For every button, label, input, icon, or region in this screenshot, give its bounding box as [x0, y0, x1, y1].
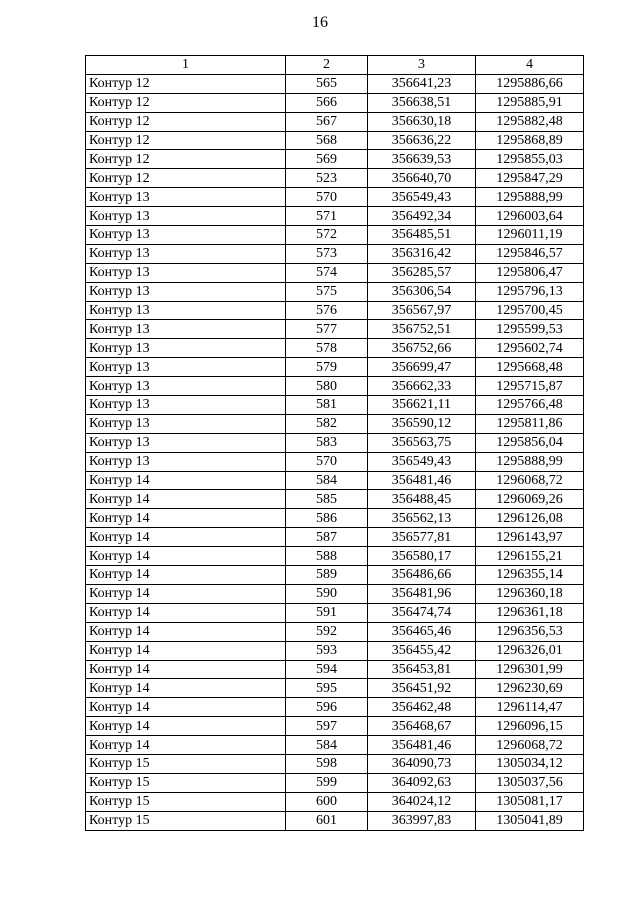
contour-name-cell: Контур 15 — [86, 811, 286, 830]
table-row — [86, 188, 584, 207]
y-coordinate-cell: 1295888,99 — [476, 452, 584, 471]
y-coordinate-cell: 1296143,97 — [476, 528, 584, 547]
table-row — [86, 320, 584, 339]
contour-name-cell: Контур 14 — [86, 584, 286, 603]
table-row — [86, 509, 584, 528]
y-coordinate-cell: 1295668,48 — [476, 358, 584, 377]
y-coordinate-cell: 1296096,15 — [476, 717, 584, 736]
table-row — [86, 736, 584, 755]
contour-name-cell: Контур 14 — [86, 471, 286, 490]
table-header-row — [86, 56, 584, 75]
point-number-cell: 583 — [286, 433, 368, 452]
x-coordinate-cell: 356453,81 — [368, 660, 476, 679]
contour-name-cell: Контур 15 — [86, 773, 286, 792]
y-coordinate-cell: 1296230,69 — [476, 679, 584, 698]
point-number-cell: 576 — [286, 301, 368, 320]
table-row — [86, 150, 584, 169]
contour-name-cell: Контур 12 — [86, 131, 286, 150]
point-number-cell: 572 — [286, 226, 368, 245]
point-number-cell: 585 — [286, 490, 368, 509]
table-row — [86, 490, 584, 509]
point-number-cell: 574 — [286, 263, 368, 282]
x-coordinate-cell: 356563,75 — [368, 433, 476, 452]
point-number-cell: 575 — [286, 282, 368, 301]
point-number-cell: 593 — [286, 641, 368, 660]
contour-name-cell: Контур 14 — [86, 622, 286, 641]
x-coordinate-cell: 356451,92 — [368, 679, 476, 698]
table-row — [86, 584, 584, 603]
x-coordinate-cell: 356580,17 — [368, 547, 476, 566]
table-row — [86, 641, 584, 660]
x-coordinate-cell: 364092,63 — [368, 773, 476, 792]
point-number-cell: 601 — [286, 811, 368, 830]
contour-name-cell: Контур 14 — [86, 641, 286, 660]
column-header: 2 — [286, 56, 368, 75]
contour-name-cell: Контур 13 — [86, 226, 286, 245]
table-row — [86, 566, 584, 585]
x-coordinate-cell: 356316,42 — [368, 244, 476, 263]
contour-name-cell: Контур 14 — [86, 660, 286, 679]
table-row — [86, 263, 584, 282]
y-coordinate-cell: 1305041,89 — [476, 811, 584, 830]
point-number-cell: 600 — [286, 792, 368, 811]
x-coordinate-cell: 356641,23 — [368, 74, 476, 93]
point-number-cell: 591 — [286, 603, 368, 622]
point-number-cell: 569 — [286, 150, 368, 169]
table-body — [86, 74, 584, 830]
contour-name-cell: Контур 14 — [86, 736, 286, 755]
y-coordinate-cell: 1296355,14 — [476, 566, 584, 585]
page-number: 16 — [312, 14, 328, 31]
table-row — [86, 358, 584, 377]
y-coordinate-cell: 1305081,17 — [476, 792, 584, 811]
y-coordinate-cell: 1295806,47 — [476, 263, 584, 282]
table-row — [86, 547, 584, 566]
table-row — [86, 301, 584, 320]
table-row — [86, 282, 584, 301]
table-row — [86, 244, 584, 263]
point-number-cell: 584 — [286, 471, 368, 490]
table-row — [86, 528, 584, 547]
contour-name-cell: Контур 13 — [86, 377, 286, 396]
y-coordinate-cell: 1295599,53 — [476, 320, 584, 339]
x-coordinate-cell: 356481,46 — [368, 471, 476, 490]
column-header: 4 — [476, 56, 584, 75]
y-coordinate-cell: 1296301,99 — [476, 660, 584, 679]
y-coordinate-cell: 1296068,72 — [476, 736, 584, 755]
y-coordinate-cell: 1296360,18 — [476, 584, 584, 603]
table-row — [86, 622, 584, 641]
point-number-cell: 570 — [286, 452, 368, 471]
contour-name-cell: Контур 14 — [86, 547, 286, 566]
contour-name-cell: Контур 13 — [86, 452, 286, 471]
contour-name-cell: Контур 13 — [86, 188, 286, 207]
point-number-cell: 581 — [286, 396, 368, 415]
x-coordinate-cell: 356285,57 — [368, 263, 476, 282]
x-coordinate-cell: 356639,53 — [368, 150, 476, 169]
table-row — [86, 452, 584, 471]
y-coordinate-cell: 1296361,18 — [476, 603, 584, 622]
coordinates-table — [85, 55, 584, 831]
x-coordinate-cell: 356549,43 — [368, 452, 476, 471]
x-coordinate-cell: 364090,73 — [368, 754, 476, 773]
x-coordinate-cell: 356306,54 — [368, 282, 476, 301]
contour-name-cell: Контур 12 — [86, 112, 286, 131]
table-row — [86, 792, 584, 811]
contour-name-cell: Контур 15 — [86, 792, 286, 811]
point-number-cell: 570 — [286, 188, 368, 207]
column-header: 3 — [368, 56, 476, 75]
y-coordinate-cell: 1295888,99 — [476, 188, 584, 207]
contour-name-cell: Контур 13 — [86, 358, 286, 377]
point-number-cell: 566 — [286, 93, 368, 112]
point-number-cell: 580 — [286, 377, 368, 396]
x-coordinate-cell: 356752,66 — [368, 339, 476, 358]
point-number-cell: 599 — [286, 773, 368, 792]
table-row — [86, 339, 584, 358]
point-number-cell: 598 — [286, 754, 368, 773]
point-number-cell: 588 — [286, 547, 368, 566]
contour-name-cell: Контур 13 — [86, 433, 286, 452]
table-row — [86, 698, 584, 717]
table-row — [86, 74, 584, 93]
x-coordinate-cell: 356636,22 — [368, 131, 476, 150]
x-coordinate-cell: 356481,46 — [368, 736, 476, 755]
table-row — [86, 603, 584, 622]
contour-name-cell: Контур 14 — [86, 528, 286, 547]
point-number-cell: 587 — [286, 528, 368, 547]
point-number-cell: 596 — [286, 698, 368, 717]
point-number-cell: 589 — [286, 566, 368, 585]
contour-name-cell: Контур 13 — [86, 244, 286, 263]
x-coordinate-cell: 356549,43 — [368, 188, 476, 207]
x-coordinate-cell: 356562,13 — [368, 509, 476, 528]
contour-name-cell: Контур 14 — [86, 509, 286, 528]
x-coordinate-cell: 356699,47 — [368, 358, 476, 377]
table-row — [86, 811, 584, 830]
x-coordinate-cell: 356462,48 — [368, 698, 476, 717]
point-number-cell: 567 — [286, 112, 368, 131]
contour-name-cell: Контур 14 — [86, 490, 286, 509]
contour-name-cell: Контур 14 — [86, 698, 286, 717]
point-number-cell: 573 — [286, 244, 368, 263]
y-coordinate-cell: 1295766,48 — [476, 396, 584, 415]
point-number-cell: 582 — [286, 414, 368, 433]
x-coordinate-cell: 356486,66 — [368, 566, 476, 585]
contour-name-cell: Контур 13 — [86, 282, 286, 301]
point-number-cell: 578 — [286, 339, 368, 358]
contour-name-cell: Контур 13 — [86, 396, 286, 415]
x-coordinate-cell: 356752,51 — [368, 320, 476, 339]
table-row — [86, 112, 584, 131]
x-coordinate-cell: 356567,97 — [368, 301, 476, 320]
contour-name-cell: Контур 12 — [86, 169, 286, 188]
x-coordinate-cell: 356455,42 — [368, 641, 476, 660]
y-coordinate-cell: 1296155,21 — [476, 547, 584, 566]
table-row — [86, 717, 584, 736]
y-coordinate-cell: 1295855,03 — [476, 150, 584, 169]
contour-name-cell: Контур 13 — [86, 263, 286, 282]
table-row — [86, 754, 584, 773]
x-coordinate-cell: 356577,81 — [368, 528, 476, 547]
contour-name-cell: Контур 14 — [86, 603, 286, 622]
point-number-cell: 590 — [286, 584, 368, 603]
table-row — [86, 377, 584, 396]
table-row — [86, 433, 584, 452]
point-number-cell: 571 — [286, 207, 368, 226]
table-row — [86, 396, 584, 415]
y-coordinate-cell: 1295602,74 — [476, 339, 584, 358]
x-coordinate-cell: 356640,70 — [368, 169, 476, 188]
y-coordinate-cell: 1295811,86 — [476, 414, 584, 433]
table-row — [86, 131, 584, 150]
x-coordinate-cell: 364024,12 — [368, 792, 476, 811]
point-number-cell: 584 — [286, 736, 368, 755]
contour-name-cell: Контур 15 — [86, 754, 286, 773]
x-coordinate-cell: 356590,12 — [368, 414, 476, 433]
y-coordinate-cell: 1295885,91 — [476, 93, 584, 112]
table-row — [86, 226, 584, 245]
y-coordinate-cell: 1305034,12 — [476, 754, 584, 773]
y-coordinate-cell: 1296126,08 — [476, 509, 584, 528]
y-coordinate-cell: 1295868,89 — [476, 131, 584, 150]
contour-name-cell: Контур 14 — [86, 717, 286, 736]
column-header: 1 — [86, 56, 286, 75]
point-number-cell: 579 — [286, 358, 368, 377]
x-coordinate-cell: 356488,45 — [368, 490, 476, 509]
x-coordinate-cell: 356630,18 — [368, 112, 476, 131]
contour-name-cell: Контур 13 — [86, 320, 286, 339]
contour-name-cell: Контур 13 — [86, 301, 286, 320]
y-coordinate-cell: 1296068,72 — [476, 471, 584, 490]
y-coordinate-cell: 1295847,29 — [476, 169, 584, 188]
contour-name-cell: Контур 12 — [86, 74, 286, 93]
table-row — [86, 93, 584, 112]
contour-name-cell: Контур 14 — [86, 566, 286, 585]
y-coordinate-cell: 1296011,19 — [476, 226, 584, 245]
x-coordinate-cell: 356662,33 — [368, 377, 476, 396]
y-coordinate-cell: 1296356,53 — [476, 622, 584, 641]
contour-name-cell: Контур 13 — [86, 414, 286, 433]
point-number-cell: 568 — [286, 131, 368, 150]
y-coordinate-cell: 1295700,45 — [476, 301, 584, 320]
x-coordinate-cell: 356474,74 — [368, 603, 476, 622]
contour-name-cell: Контур 12 — [86, 93, 286, 112]
y-coordinate-cell: 1296003,64 — [476, 207, 584, 226]
table-row — [86, 207, 584, 226]
point-number-cell: 597 — [286, 717, 368, 736]
y-coordinate-cell: 1295856,04 — [476, 433, 584, 452]
x-coordinate-cell: 356492,34 — [368, 207, 476, 226]
point-number-cell: 592 — [286, 622, 368, 641]
table-row — [86, 773, 584, 792]
table-row — [86, 679, 584, 698]
point-number-cell: 594 — [286, 660, 368, 679]
contour-name-cell: Контур 13 — [86, 207, 286, 226]
contour-name-cell: Контур 13 — [86, 339, 286, 358]
table-row — [86, 660, 584, 679]
table-row — [86, 471, 584, 490]
x-coordinate-cell: 356638,51 — [368, 93, 476, 112]
contour-name-cell: Контур 14 — [86, 679, 286, 698]
y-coordinate-cell: 1295886,66 — [476, 74, 584, 93]
x-coordinate-cell: 356465,46 — [368, 622, 476, 641]
x-coordinate-cell: 363997,83 — [368, 811, 476, 830]
point-number-cell: 565 — [286, 74, 368, 93]
table-row — [86, 414, 584, 433]
x-coordinate-cell: 356468,67 — [368, 717, 476, 736]
y-coordinate-cell: 1296326,01 — [476, 641, 584, 660]
x-coordinate-cell: 356621,11 — [368, 396, 476, 415]
y-coordinate-cell: 1296069,26 — [476, 490, 584, 509]
contour-name-cell: Контур 12 — [86, 150, 286, 169]
y-coordinate-cell: 1296114,47 — [476, 698, 584, 717]
point-number-cell: 577 — [286, 320, 368, 339]
point-number-cell: 523 — [286, 169, 368, 188]
table-row — [86, 169, 584, 188]
y-coordinate-cell: 1295715,87 — [476, 377, 584, 396]
y-coordinate-cell: 1295882,48 — [476, 112, 584, 131]
point-number-cell: 595 — [286, 679, 368, 698]
y-coordinate-cell: 1305037,56 — [476, 773, 584, 792]
point-number-cell: 586 — [286, 509, 368, 528]
x-coordinate-cell: 356485,51 — [368, 226, 476, 245]
y-coordinate-cell: 1295846,57 — [476, 244, 584, 263]
y-coordinate-cell: 1295796,13 — [476, 282, 584, 301]
x-coordinate-cell: 356481,96 — [368, 584, 476, 603]
